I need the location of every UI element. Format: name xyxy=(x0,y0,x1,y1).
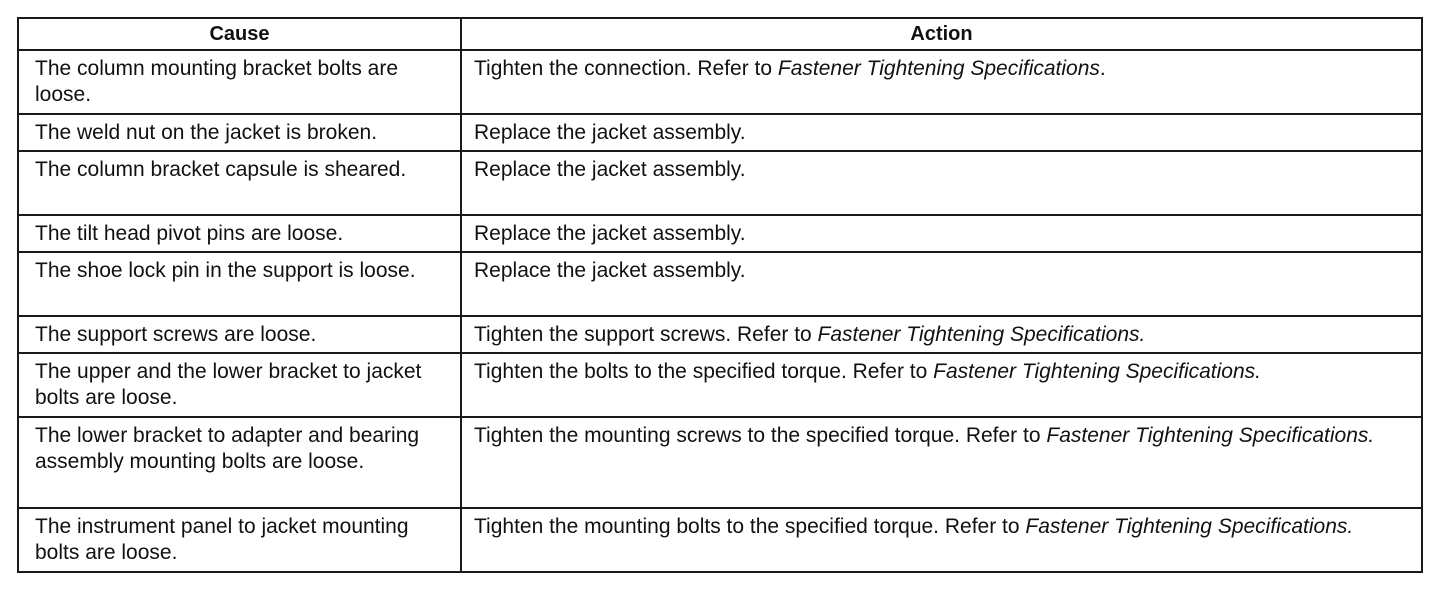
action-text: Tighten the mounting bolts to the specified torque. Refer to xyxy=(474,515,1026,538)
cause-cell xyxy=(18,353,461,417)
cause-text: The support screws are loose. xyxy=(35,323,317,346)
cause-text: The column bracket capsule is sheared. xyxy=(35,158,407,181)
action-cell xyxy=(461,114,1422,151)
action-end: . xyxy=(1099,57,1106,80)
action-text: Tighten the bolts to the specified torque. Refer to xyxy=(474,360,934,383)
action-text: Tighten the support screws. Refer to xyxy=(474,323,818,346)
table-row xyxy=(18,252,1422,316)
action-cell xyxy=(461,353,1422,417)
cause-cell xyxy=(18,151,461,215)
cause-text: The weld nut on the jacket is broken. xyxy=(35,121,378,144)
action-cell xyxy=(461,215,1422,252)
spec-reference: Fastener Tightening Specifications xyxy=(777,57,1100,80)
cause-cell xyxy=(18,114,461,151)
cause-text: The instrument panel to jacket mounting bolts are loose. xyxy=(35,515,409,564)
action-text: Replace the jacket assembly. xyxy=(474,222,746,245)
action-cell xyxy=(461,316,1422,353)
action-text: Replace the jacket assembly. xyxy=(474,121,746,144)
action-cell xyxy=(461,151,1422,215)
action-text: Tighten the mounting screws to the specified torque. Refer to xyxy=(474,424,1047,447)
table-row xyxy=(18,50,1422,114)
table-row xyxy=(18,508,1422,572)
action-header: Action xyxy=(461,18,1422,50)
cause-text: The lower bracket to adapter and bearing assembly mounting bolts are loose. xyxy=(35,424,420,473)
spec-reference: Fastener Tightening Specifications. xyxy=(1025,515,1354,538)
cause-cell xyxy=(18,252,461,316)
table-row xyxy=(18,215,1422,252)
table-row xyxy=(18,114,1422,151)
action-text: Replace the jacket assembly. xyxy=(474,158,746,181)
spec-reference: Fastener Tightening Specifications. xyxy=(933,360,1261,383)
cause-cell xyxy=(18,50,461,114)
cause-action-table xyxy=(17,17,1423,573)
action-cell xyxy=(461,50,1422,114)
spec-reference: Fastener Tightening Specifications. xyxy=(1046,424,1375,447)
table-row xyxy=(18,417,1422,508)
header-row xyxy=(18,18,1422,50)
cause-cell xyxy=(18,508,461,572)
cause-cell xyxy=(18,316,461,353)
action-text: Tighten the connection. Refer to xyxy=(474,57,778,80)
cause-cell xyxy=(18,215,461,252)
table-row xyxy=(18,316,1422,353)
action-cell xyxy=(461,417,1422,508)
action-cell xyxy=(461,508,1422,572)
cause-cell xyxy=(18,417,461,508)
cause-text: The tilt head pivot pins are loose. xyxy=(35,222,344,245)
cause-text: The shoe lock pin in the support is loose. xyxy=(35,259,416,282)
action-text: Replace the jacket assembly. xyxy=(474,259,746,282)
table-row xyxy=(18,353,1422,417)
cause-text: The upper and the lower bracket to jacket bolts are loose. xyxy=(35,360,422,409)
cause-text: The column mounting bracket bolts are loose. xyxy=(35,57,399,106)
table-row xyxy=(18,151,1422,215)
action-cell xyxy=(461,252,1422,316)
cause-header: Cause xyxy=(18,18,461,50)
spec-reference: Fastener Tightening Specifications. xyxy=(817,323,1146,346)
